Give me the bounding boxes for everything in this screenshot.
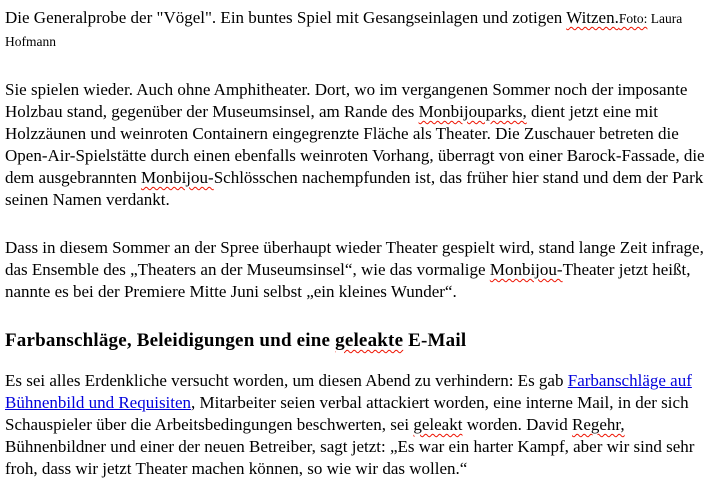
misspelled-word: geleakte — [335, 330, 404, 351]
misspelled-word: Monbijouparks, — [418, 102, 527, 121]
paragraph — [5, 237, 705, 303]
inline-article-link[interactable]: Farbanschläge auf Bühnenbild und Requisiten — [5, 371, 692, 412]
misspelled-word: Monbijou- — [140, 168, 214, 187]
photo-credit-label: Foto: — [618, 11, 648, 26]
misspelled-word: geleakt — [413, 415, 463, 434]
misspelled-word: Regehr, — [571, 415, 625, 434]
paragraph — [5, 79, 705, 211]
caption-misspelled-word: Witzen. — [566, 8, 619, 27]
paragraph-text: , Mitarbeiter seien verbal attackiert worden, eine interne Mail, in der sich Schauspieler über die Arbeitsbedingungen beschwerten, sei — [5, 393, 689, 434]
photo-caption — [5, 7, 705, 53]
paragraph-text: Sie spielen wieder. Auch ohne Amphitheater. Dort, wo im vergangenen Sommer noch der imposante Holzbau stand, gegenüber der Museumsinsel, am Rande des — [5, 80, 688, 121]
paragraph-text: Bühnenbildner und einer der neuen Betreiber, sagt jetzt: „Es war ein harter Kampf, aber wir sind sehr froh, dass wir jetzt Theater machen können, so wie wir das wollen.“ — [5, 437, 695, 478]
photo-credit-name: Laura Hofmann — [5, 11, 683, 49]
paragraph-text: dient jetzt eine mit Holzzäunen und weinroten Containern eingegrenzte Fläche als Theater. Die Zuschauer betreten die Open-Air-Spielstätte durch einen ebenfalls weinroten Vorhang, überragt von einer Barock-Fassade, die dem ausgebrannten — [5, 102, 705, 187]
paragraph-text: Es sei alles Erdenkliche versucht worden, um diesen Abend zu verhindern: Es gab — [5, 371, 568, 390]
paragraph-text: worden. David — [462, 415, 572, 434]
heading-text: Farbanschläge, Beleidigungen und eine — [5, 330, 336, 351]
heading-text: E-Mail — [403, 330, 467, 351]
section-heading — [5, 329, 705, 353]
paragraph-text: Dass in diesem Sommer an der Spree überhaupt wieder Theater gespielt wird, stand lange Zeit infrage, das Ensemble des „Theaters an der Museumsinsel“, wie das vormalige — [5, 238, 704, 279]
paragraph-text: Theater jetzt heißt, nannte es bei der Premiere Mitte Juni selbst „ein kleines Wunder“. — [5, 260, 691, 301]
paragraph — [5, 370, 705, 480]
misspelled-word: Monbijou- — [489, 260, 563, 279]
paragraph-text: Schlösschen nachempfunden ist, das früher hier stand und dem der Park seinen Namen verdankt. — [5, 168, 704, 209]
caption-text: Die Generalprobe der "Vögel". Ein buntes Spiel mit Gesangseinlagen und zotigen — [5, 8, 567, 27]
